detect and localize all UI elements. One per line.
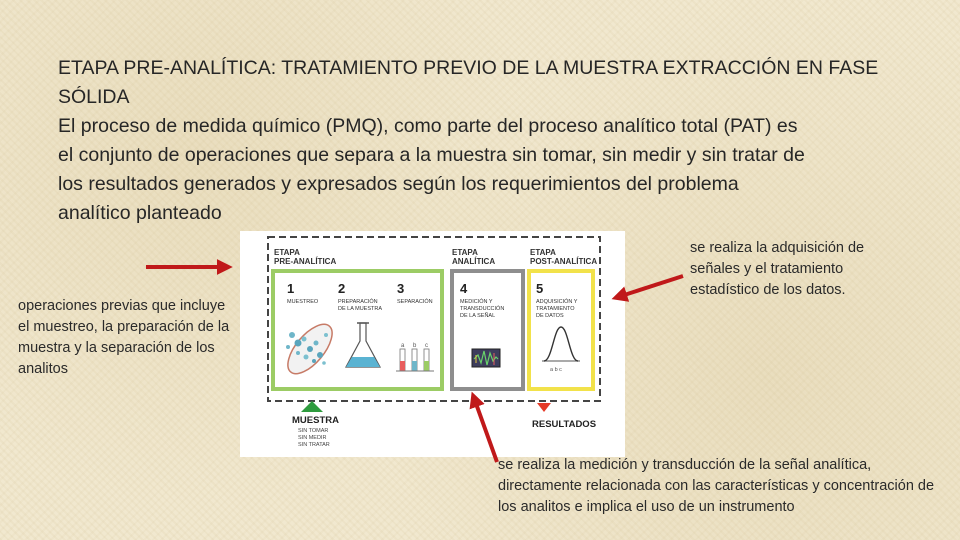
step-2-label-1: PREPARACIÓN xyxy=(338,299,378,305)
muestra-sub-2: SIN MEDIR xyxy=(298,435,327,441)
arrow-bottom-to-analytic xyxy=(474,398,497,462)
step-5-label-1: ADQUISICIÓN Y xyxy=(536,299,578,305)
step-1-number: 1 xyxy=(287,281,295,296)
step-5-number: 5 xyxy=(536,281,544,296)
muestra-title: MUESTRA xyxy=(292,415,339,426)
stage-post-title-1: ETAPA xyxy=(530,248,556,257)
heading-line-4: el conjunto de operaciones que separa a la muestra sin tomar, sin medir y sin tratar de xyxy=(58,144,805,166)
stage-post-title-2: POST-ANALÍTICA xyxy=(530,257,598,266)
step-5-label-2: TRATAMIENTO xyxy=(536,306,575,312)
heading-line-6: analítico planteado xyxy=(58,202,222,224)
heading-line-2: SÓLIDA xyxy=(58,86,130,108)
heading-line-3: El proceso de medida químico (PMQ), como parte del proceso analítico total (PAT) es xyxy=(58,115,798,137)
resultados-title: RESULTADOS xyxy=(532,419,597,430)
muestra-sub-1: SIN TOMAR xyxy=(298,428,329,434)
stage-pre-title-2: PRE-ANALÍTICA xyxy=(274,257,337,266)
heading-line-5: los resultados generados y expresados según los requerimientos del problema xyxy=(58,173,739,195)
tube-label-b: b xyxy=(413,343,417,349)
stage-pre-title-1: ETAPA xyxy=(274,248,300,257)
step-4-label-3: DE LA SEÑAL xyxy=(460,313,496,319)
step-1-label: MUESTREO xyxy=(287,299,319,305)
arrow-right-to-post-analytic xyxy=(618,276,683,297)
step-5-label-3: DE DATOS xyxy=(536,313,564,319)
stage-mid-title-2: ANALÍTICA xyxy=(452,257,496,266)
heading-line-1: ETAPA PRE-ANALÍTICA: TRATAMIENTO PREVIO DE LA MUESTRA EXTRACCIÓN EN FASE xyxy=(58,57,879,79)
stage-mid-title-1: ETAPA xyxy=(452,248,478,257)
tube-label-a: a xyxy=(401,343,405,349)
note-post-analytic: se realiza la adquisición de señales y el tratamiento estadístico de los datos. xyxy=(690,240,865,298)
step-4-number: 4 xyxy=(460,281,468,296)
step-3-number: 3 xyxy=(397,281,405,296)
step-4-label-2: TRANSDUCCIÓN xyxy=(460,306,505,312)
muestra-sub-3: SIN TRATAR xyxy=(298,442,330,448)
step-2-label-2: DE LA MUESTRA xyxy=(338,306,383,312)
note-pre-analytic: operaciones previas que incluye el muestreo, la preparación de la muestra y la separación de los analitos xyxy=(18,298,230,377)
peak-labels: a b c xyxy=(550,367,562,373)
tube-label-c: c xyxy=(425,343,428,349)
step-2-number: 2 xyxy=(338,281,346,296)
step-4-label-1: MEDICIÓN Y xyxy=(460,299,493,305)
note-analytic: se realiza la medición y transducción de la señal analítica, directamente relacionada con las características y concentración de los analitos e implica el uso de un instrumento xyxy=(498,457,935,515)
step-3-label: SEPARACIÓN xyxy=(397,299,433,305)
